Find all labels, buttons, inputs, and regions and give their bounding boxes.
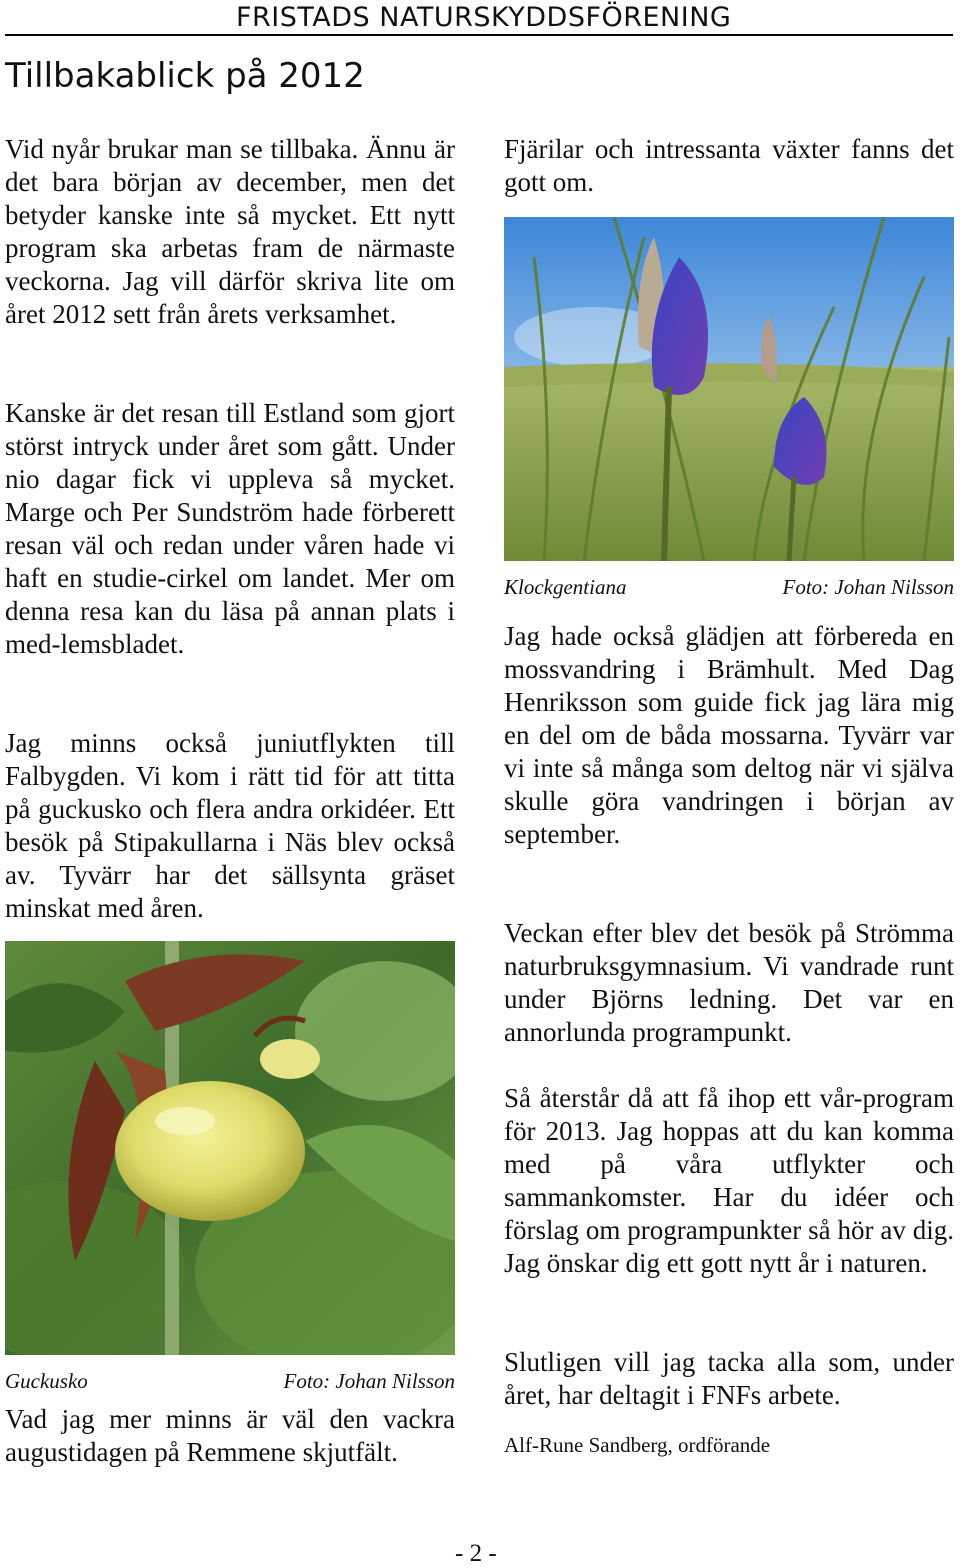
left-column <box>5 133 455 1469</box>
paragraph-falbygden: Jag minns också juniutflykten till Falbygden. Vi kom i rätt tid för att titta på guckusko och flera andra orkidéer. Ett besök på Stipakullarna i Näs blev också av. Tyvärr har det sällsynta gräset minskat med åren. <box>5 728 455 923</box>
paragraph-butterflies: Fjärilar och intressanta växter fanns det gott om. <box>504 134 954 197</box>
lady-slipper-orchid-photo <box>5 941 455 1355</box>
paragraph-remmene: Vad jag mer minns är väl den vackra augustidagen på Remmene skjutfält. <box>5 1404 455 1467</box>
organization-name: FRISTADS NATURSKYDDSFÖRENING <box>236 2 732 33</box>
caption-title: Klockgentiana <box>504 575 627 599</box>
header-divider <box>5 34 953 36</box>
author-signature: Alf-Rune Sandberg, ordförande <box>504 1433 771 1457</box>
paragraph-spring-program: Så återstår då att få ihop ett vår-program för 2013. Jag hoppas att du kan komma med på våra utflykter och sammankomster. Har du idéer och förslag om programpunkter så hör av dig. Jag önskar dig ett gott nytt år i naturen. <box>504 1083 954 1278</box>
paragraph-moss-walk: Jag hade också glädjen att förbereda en mossvandring i Brämhult. Med Dag Henriksson som guide fick jag lära mig en del om de båda mossarna. Tyvärr var vi inte så många som deltog när vi själva skulle göra vandringen i början av september. <box>504 621 954 849</box>
page-title: Tillbakablick på 2012 <box>5 56 365 96</box>
page-number: - 2 - <box>455 1540 497 1567</box>
lady-slipper-orchid-image <box>5 941 455 1355</box>
photo-caption-right <box>504 575 954 599</box>
right-column <box>504 133 954 1458</box>
paragraph-estonia: Kanske är det resan till Estland som gjort störst intryck under året som gått. Under nio dagar fick vi uppleva så mycket. Marge och Per Sundström hade förberett resan väl och redan under våren hade vi haft en studie-cirkel om landet. Mer om denna resa kan du läsa på annan plats i med-lemsbladet. <box>5 398 455 659</box>
paragraph-stromma: Veckan efter blev det besök på Strömma naturbruksgymnasium. Vi vandrade runt under Björns ledning. Det var en annorlunda programpunkt. <box>504 918 954 1047</box>
caption-title: Guckusko <box>5 1369 88 1393</box>
caption-credit: Foto: Johan Nilsson <box>782 575 954 599</box>
caption-credit: Foto: Johan Nilsson <box>283 1369 455 1393</box>
photo-caption-left <box>5 1369 455 1393</box>
gentian-photo <box>504 217 954 561</box>
paragraph-thanks: Slutligen vill jag tacka alla som, under året, har deltagit i FNFs arbete. <box>504 1347 954 1410</box>
paragraph-intro: Vid nyår brukar man se tillbaka. Ännu är det bara början av december, men det betyder kanske inte så mycket. Ett nytt program ska arbetas fram de närmaste veckorna. Jag vill därför skriva lite om året 2012 sett från årets verksamhet. <box>5 134 455 329</box>
marsh-gentian-image <box>504 217 954 561</box>
